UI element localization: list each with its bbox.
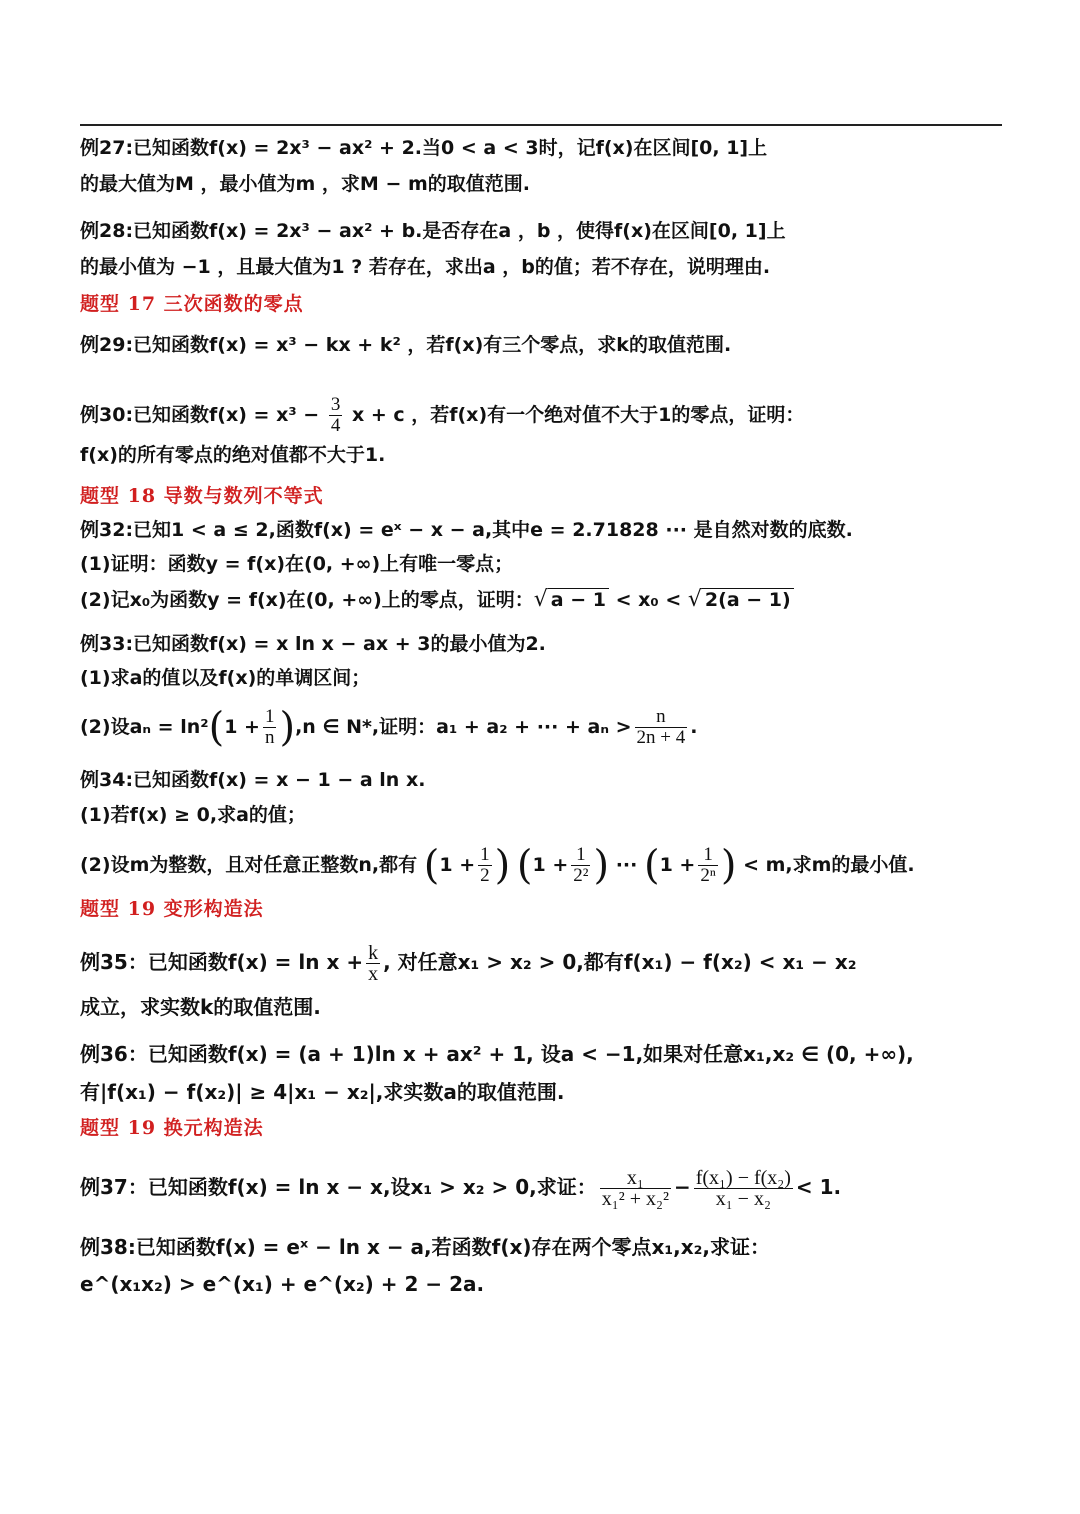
section-18-heading: 题型 18 导数与数列不等式 bbox=[80, 485, 324, 507]
example-27-line-2: 的最大值为M ，最小值为m ，求M − m的取值范围. bbox=[80, 173, 531, 195]
example-28-line-1: 例28:已知函数f(x) = 2x³ − ax² + b.是否存在a ，b ，使得f(x)在区间[0, 1]上 bbox=[80, 220, 786, 242]
example-30-text-b: x + c ，若f(x)有一个绝对值不大于1的零点，证明： bbox=[351, 404, 805, 426]
section-19-heading-a: 题型 19 变形构造法 bbox=[80, 898, 264, 920]
sqrt-2-a-minus-1: 2(a − 1) bbox=[702, 588, 794, 611]
example-33-line-2: (1)求a的值以及f(x)的单调区间； bbox=[80, 667, 371, 689]
fraction-n-over-2n-plus-4: $\frac{n}{2n + 4}$ bbox=[636, 706, 686, 748]
example-27-line-1: 例27:已知函数f(x) = 2x³ − ax² + 2.当0 < a < 3时，记f(x)在区间[0, 1]上 bbox=[80, 137, 768, 159]
example-37-text-a: 例37：已知函数f(x) = ln x − x,设x₁ > x₂ > 0,求证： bbox=[80, 1175, 597, 1199]
example-32-line-2: (1)证明：函数y = f(x)在(0, +∞)上有唯一零点； bbox=[80, 553, 514, 575]
fraction-1-over-2: $\frac{1}{2}$ bbox=[480, 844, 490, 886]
example-35-text-a: 例35：已知函数f(x) = ln x + bbox=[80, 950, 364, 974]
example-30-text-a: 例30:已知函数f(x) = x³ − bbox=[80, 404, 320, 426]
example-28-line-2: 的最小值为 −1 ，且最大值为1 ? 若存在，求出a ，b的值；若不存在，说明理由. bbox=[80, 256, 771, 278]
section-19-heading-b: 题型 19 换元构造法 bbox=[80, 1117, 264, 1139]
fraction-difference-quotient: $\frac{\text{f(x₁) − f(x₂)}}{\text{x₁ − x₂}}$ bbox=[695, 1167, 791, 1210]
header-rule bbox=[80, 124, 1002, 126]
an-definition: (2)设aₙ = ln² bbox=[80, 716, 209, 738]
example-34-line-3: (2)设m为整数，且对任意正整数n,都有 (1 + $\frac{1}{2}$ ) (1 + $\frac{1}{\text{2²}}$ ) ··· (1 + $\frac{1}{\text{2ⁿ}}$ ) < m,求m的最小值. bbox=[80, 842, 915, 889]
fraction-k-over-x: $\frac{k}{x}$ bbox=[368, 942, 379, 985]
sum-inequality: ,n ∈ N*,证明：a₁ + a₂ + ··· + aₙ > bbox=[295, 716, 632, 738]
sqrt-a-minus-1: a − 1 bbox=[548, 588, 609, 611]
example-30-line-2: f(x)的所有零点的绝对值都不大于1. bbox=[80, 444, 386, 466]
example-36-line-1: 例36：已知函数f(x) = (a + 1)ln x + ax² + 1, 设a < −1,如果对任意x₁,x₂ ∈ (0, +∞), bbox=[80, 1042, 914, 1066]
example-36-line-2: 有|f(x₁) − f(x₂)| ≥ 4|x₁ − x₂|,求实数a的取值范围. bbox=[80, 1080, 565, 1104]
example-29: 例29:已知函数f(x) = x³ − kx + k² ，若f(x)有三个零点，求k的取值范围. bbox=[80, 334, 732, 356]
minus-sign: − bbox=[673, 1175, 691, 1199]
example-38-line-2: e^(x₁x₂) > e^(x₁) + e^(x₂) + 2 − 2a. bbox=[80, 1272, 485, 1296]
one-plus: 1 + bbox=[224, 716, 260, 738]
period: . bbox=[690, 716, 698, 738]
fraction-3-4: $\frac{3}{4}$ bbox=[330, 394, 341, 436]
example-37 bbox=[80, 1168, 841, 1209]
example-37-tail: < 1. bbox=[795, 1175, 842, 1199]
example-34-line-2: (1)若f(x) ≥ 0,求a的值； bbox=[80, 804, 306, 826]
section-17-heading: 题型 17 三次函数的零点 bbox=[80, 293, 304, 315]
one-plus-1: 1 + bbox=[439, 854, 476, 876]
fraction-1-over-2-squared: $\frac{1}{\text{2²}}$ bbox=[573, 844, 589, 886]
example-33-line-3: (2)设aₙ = ln²(1 + $\frac{1}{n}$ ),n ∈ N*,证明：a₁ + a₂ + ··· + aₙ > $\frac{n}{2n + 4}$ . bbox=[80, 704, 698, 751]
fraction-1-over-2-power-n: $\frac{1}{\text{2ⁿ}}$ bbox=[700, 844, 716, 886]
ellipsis: ··· bbox=[615, 854, 638, 876]
example-38-line-1: 例38:已知函数f(x) = eˣ − ln x − a,若函数f(x)存在两个零点x₁,x₂,求证： bbox=[80, 1235, 771, 1259]
example-35-line-2: 成立，求实数k的取值范围. bbox=[80, 995, 321, 1019]
fraction-1-n: $\frac{1}{n}$ bbox=[264, 706, 275, 748]
example-32-part-2-text: (2)记x₀为函数y = f(x)在(0, +∞)上的零点，证明： bbox=[80, 589, 534, 611]
inequality-mid: < x₀ < bbox=[609, 589, 688, 611]
example-32-line-1: 例32:已知1 < a ≤ 2,函数f(x) = eˣ − x − a,其中e = 2.71828 ··· 是自然对数的底数. bbox=[80, 519, 853, 541]
example-34-part-2-text: (2)设m为整数，且对任意正整数n,都有 bbox=[80, 854, 418, 876]
example-34-tail: < m,求m的最小值. bbox=[743, 854, 915, 876]
example-30-line-1 bbox=[80, 395, 804, 436]
fraction-x1-over-sum-squares: $\frac{\text{x₁}}{\text{x₁² + x₂²}}$ bbox=[601, 1167, 669, 1210]
example-35-text-b: , 对任意x₁ > x₂ > 0,都有f(x₁) − f(x₂) < x₁ − x₂ bbox=[383, 950, 857, 974]
one-plus-2: 1 + bbox=[532, 854, 569, 876]
example-32-line-3: (2)记x₀为函数y = f(x)在(0, +∞)上的零点，证明：√ a − 1 < x₀ < √ 2(a − 1) bbox=[80, 586, 794, 614]
example-34-line-1: 例34:已知函数f(x) = x − 1 − a ln x. bbox=[80, 769, 426, 791]
example-33-line-1: 例33:已知函数f(x) = x ln x − ax + 3的最小值为2. bbox=[80, 633, 546, 655]
one-plus-3: 1 + bbox=[659, 854, 696, 876]
example-35-line-1 bbox=[80, 943, 857, 984]
